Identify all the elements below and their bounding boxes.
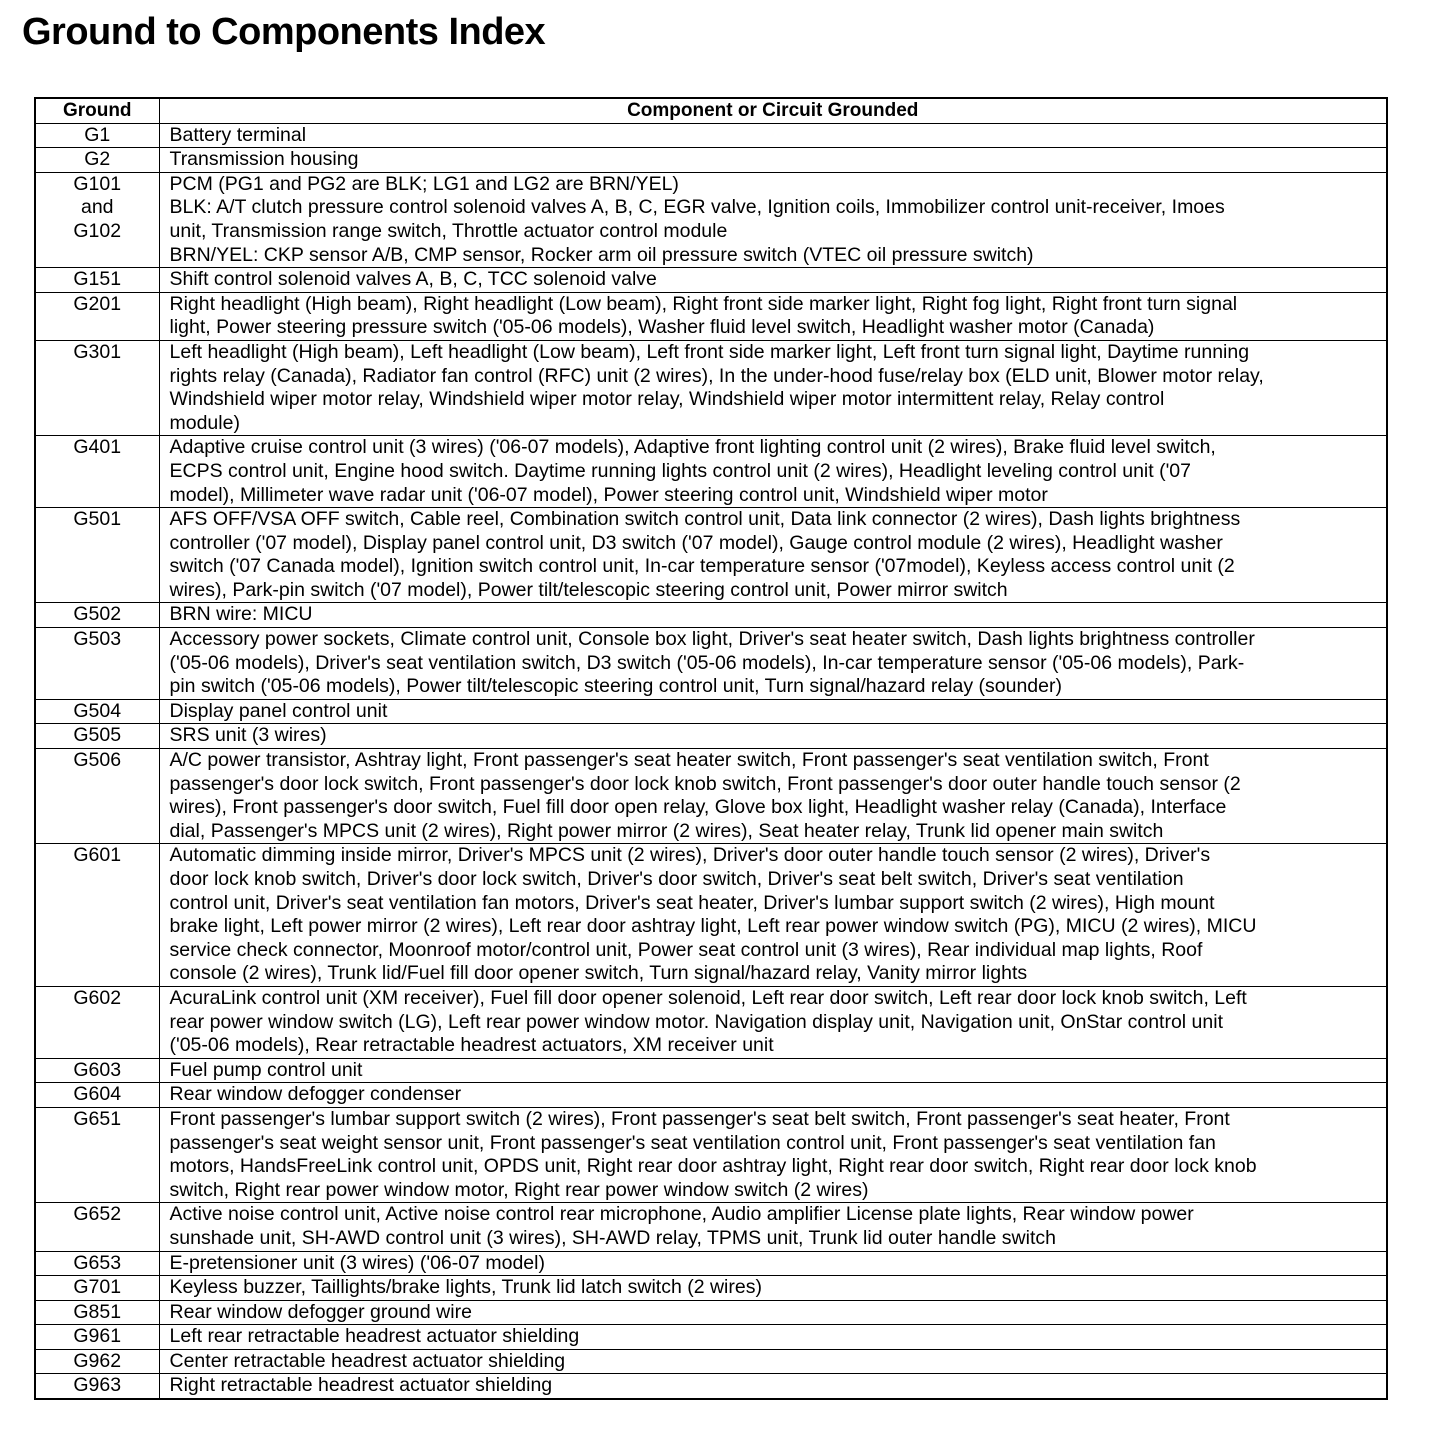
ground-id-cell	[35, 508, 159, 603]
ground-id: G401	[73, 436, 122, 459]
component-text-line: Accessory power sockets, Climate control unit, Console box light, Driver's seat heater switch, Dash lights brightness controller	[169, 628, 1255, 651]
table-row	[35, 1300, 1387, 1325]
component-text-line: dial, Passenger's MPCS unit (2 wires), Right power mirror (2 wires), Seat heater relay, Trunk lid opener main switch	[169, 819, 1164, 842]
component-text-line: brake light, Left power mirror (2 wires), Left rear door ashtray light, Left rear power window switch (PG), MICU (2 wires), MICU	[169, 915, 1257, 938]
component-text-line: switch, Right rear power window motor, Right rear power window switch (2 wires)	[169, 1178, 869, 1201]
component-cell	[159, 436, 1387, 508]
component-cell	[159, 148, 1387, 173]
component-cell	[159, 1083, 1387, 1108]
ground-id-cell	[35, 172, 159, 267]
table-row	[35, 1374, 1387, 1399]
component-text-line: Center retractable headrest actuator shielding	[169, 1349, 566, 1372]
ground-id-cell	[35, 1107, 159, 1202]
ground-id-cell	[35, 123, 159, 148]
component-text-line: passenger's seat weight sensor unit, Front passenger's seat ventilation control unit, Front passenger's seat ventilation fan	[169, 1131, 1216, 1154]
component-cell	[159, 123, 1387, 148]
ground-id: G701	[73, 1276, 122, 1299]
ground-column-header: Ground	[35, 98, 159, 123]
component-text-line: switch ('07 Canada model), Ignition switch control unit, In-car temperature sensor ('07model), Keyless access control unit (2	[169, 555, 1235, 578]
table-row	[35, 844, 1387, 987]
component-cell	[159, 292, 1387, 340]
table-row	[35, 724, 1387, 749]
component-text-line: sunshade unit, SH-AWD control unit (3 wires), SH-AWD relay, TPMS unit, Trunk lid outer handle switch	[169, 1226, 1056, 1249]
table-row	[35, 1325, 1387, 1350]
ground-index-table	[34, 97, 1388, 1400]
ground-id-cell	[35, 436, 159, 508]
ground-id-cell	[35, 724, 159, 749]
component-text-line: rights relay (Canada), Radiator fan control (RFC) unit (2 wires), In the under-hood fuse/relay box (ELD unit, Blower motor relay,	[169, 364, 1264, 387]
component-text-line: AcuraLink control unit (XM receiver), Fuel fill door opener solenoid, Left rear door switch, Left rear door lock knob switch, Left	[169, 986, 1247, 1009]
component-cell	[159, 1325, 1387, 1350]
table-row	[35, 172, 1387, 267]
ground-id: G962	[73, 1349, 122, 1372]
component-text-line: SRS unit (3 wires)	[169, 724, 327, 747]
component-cell	[159, 603, 1387, 628]
component-cell	[159, 508, 1387, 603]
component-cell	[159, 1349, 1387, 1374]
component-cell	[159, 1276, 1387, 1301]
table-row	[35, 699, 1387, 724]
component-text-line: Automatic dimming inside mirror, Driver's MPCS unit (2 wires), Driver's door outer handle touch sensor (2 wires), Driver's	[169, 844, 1211, 867]
ground-id-cell	[35, 749, 159, 844]
component-cell	[159, 1203, 1387, 1251]
ground-id: G506	[73, 749, 122, 772]
component-text-line: wires), Park-pin switch ('07 model), Power tilt/telescopic steering control unit, Power mirror switch	[169, 578, 1008, 601]
component-text-line: console (2 wires), Trunk lid/Fuel fill door opener switch, Turn signal/hazard relay, Vanity mirror lights	[169, 962, 1028, 985]
component-text-line: Windshield wiper motor relay, Windshield wiper motor relay, Windshield wiper motor intermittent relay, Relay control	[169, 388, 1165, 411]
component-text-line: A/C power transistor, Ashtray light, Front passenger's seat heater switch, Front passenger's seat ventilation switch, Front	[169, 749, 1209, 772]
ground-id-cell	[35, 340, 159, 435]
ground-id-cell	[35, 986, 159, 1058]
table-row	[35, 1083, 1387, 1108]
ground-id: G602	[73, 986, 122, 1009]
component-cell	[159, 1058, 1387, 1083]
table-row	[35, 340, 1387, 435]
table-row	[35, 1349, 1387, 1374]
ground-id-cell	[35, 1083, 159, 1108]
component-cell	[159, 268, 1387, 293]
ground-id-cell	[35, 1325, 159, 1350]
component-text-line: door lock knob switch, Driver's door lock switch, Driver's door switch, Driver's seat belt switch, Driver's seat ventilation	[169, 868, 1184, 890]
ground-id: G601	[73, 844, 122, 867]
ground-id: G851	[73, 1300, 122, 1323]
ground-id: G604	[73, 1083, 122, 1106]
ground-id-cell	[35, 1300, 159, 1325]
ground-id: G502	[73, 603, 122, 626]
ground-id-cell	[35, 628, 159, 700]
ground-id: G151	[73, 268, 122, 291]
component-text-line: BLK: A/T clutch pressure control solenoid valves A, B, C, EGR valve, Ignition coils, Immobilizer control unit-receiver, Imoes	[169, 196, 1225, 219]
ground-id: G653	[73, 1251, 122, 1274]
component-text-line: module)	[169, 411, 240, 434]
ground-id: G503	[73, 628, 122, 651]
component-text-line: model), Millimeter wave radar unit ('06-07 model), Power steering control unit, Windshield wiper motor	[169, 483, 1048, 506]
component-text-line: PCM (PG1 and PG2 are BLK; LG1 and LG2 are BRN/YEL)	[169, 172, 679, 195]
table-row	[35, 148, 1387, 173]
component-text-line: Fuel pump control unit	[169, 1058, 363, 1081]
table-row	[35, 123, 1387, 148]
component-text-line: AFS OFF/VSA OFF switch, Cable reel, Combination switch control unit, Data link connector (2 wires), Dash lights brightness	[169, 508, 1241, 531]
ground-id-cell	[35, 292, 159, 340]
component-text-line: Battery terminal	[169, 123, 307, 146]
ground-id-cell	[35, 603, 159, 628]
component-cell	[159, 844, 1387, 987]
component-text-line: Rear window defogger condenser	[169, 1083, 462, 1106]
component-cell	[159, 340, 1387, 435]
page-title: Ground to Components Index	[22, 11, 546, 53]
component-cell	[159, 986, 1387, 1058]
component-text-line: ECPS control unit, Engine hood switch. Daytime running lights control unit (2 wires), Headlight leveling control unit ('07	[169, 459, 1191, 482]
ground-id-cell	[35, 1058, 159, 1083]
ground-id: G505	[73, 724, 122, 747]
component-text-line: Adaptive cruise control unit (3 wires) ('06-07 models), Adaptive front lighting control unit (2 wires), Brake fluid level switch,	[169, 436, 1216, 459]
table-row	[35, 292, 1387, 340]
component-column-header: Component or Circuit Grounded	[159, 98, 1387, 123]
component-cell	[159, 1300, 1387, 1325]
component-text-line: unit, Transmission range switch, Throttle actuator control module	[169, 219, 728, 242]
component-text-line: Left rear retractable headrest actuator shielding	[169, 1325, 580, 1348]
component-text-line: Front passenger's lumbar support switch (2 wires), Front passenger's seat belt switch, Front passenger's seat heater, Front	[169, 1107, 1230, 1130]
component-cell	[159, 1107, 1387, 1202]
component-text-line: wires), Front passenger's door switch, Fuel fill door open relay, Glove box light, Headlight washer relay (Canada), Interface	[169, 796, 1227, 819]
table-row	[35, 1107, 1387, 1202]
ground-id: G652	[73, 1203, 122, 1226]
table-row	[35, 603, 1387, 628]
component-text-line: controller ('07 model), Display panel control unit, D3 switch ('07 model), Gauge control module (2 wires), Headlight washer	[169, 531, 1223, 554]
component-text-line: light, Power steering pressure switch ('05-06 models), Washer fluid level switch, Headlight washer motor (Canada)	[169, 316, 1155, 339]
table-row	[35, 1203, 1387, 1251]
ground-id: G603	[73, 1058, 122, 1081]
component-text-line: BRN/YEL: CKP sensor A/B, CMP sensor, Rocker arm oil pressure switch (VTEC oil pressure switch)	[169, 243, 1034, 266]
component-text-line: ('05-06 models), Rear retractable headrest actuators, XM receiver unit	[169, 1034, 774, 1057]
component-text-line: Active noise control unit, Active noise control rear microphone, Audio amplifier License plate lights, Rear window power	[169, 1203, 1194, 1226]
component-text-line: control unit, Driver's seat ventilation fan motors, Driver's seat heater, Driver's lumbar support switch (2 wires), High mount	[169, 891, 1215, 914]
ground-id: G101	[73, 172, 122, 195]
component-text-line: Display panel control unit	[169, 699, 388, 722]
table-row	[35, 1058, 1387, 1083]
table-row	[35, 436, 1387, 508]
ground-id-cell	[35, 1251, 159, 1276]
table-row	[35, 628, 1387, 700]
table-row	[35, 508, 1387, 603]
ground-id-cell	[35, 1374, 159, 1399]
table-body	[35, 123, 1387, 1399]
ground-id-cell	[35, 1349, 159, 1374]
ground-id-cell	[35, 268, 159, 293]
ground-id: G2	[84, 148, 111, 171]
component-text-line: rear power window switch (LG), Left rear power window motor. Navigation display unit, Navigation unit, OnStar control unit	[169, 1010, 1223, 1033]
component-cell	[159, 749, 1387, 844]
ground-id: G501	[73, 508, 122, 531]
component-text-line: E-pretensioner unit (3 wires) ('06-07 model)	[169, 1251, 545, 1274]
component-text-line: pin switch ('05-06 models), Power tilt/telescopic steering control unit, Turn signal/hazard relay (sounder)	[169, 675, 1062, 698]
component-text-line: service check connector, Moonroof motor/control unit, Power seat control unit (3 wires), Rear individual map lights, Roof	[169, 938, 1203, 961]
ground-id-cell	[35, 1203, 159, 1251]
ground-id: G651	[73, 1107, 122, 1130]
component-text-line: ('05-06 models), Driver's seat ventilation switch, D3 switch ('05-06 models), In-car temperature sensor ('05-06 models), Park-	[169, 651, 1245, 674]
ground-id-cell	[35, 699, 159, 724]
component-cell	[159, 1251, 1387, 1276]
ground-id: G961	[73, 1325, 122, 1348]
component-cell	[159, 1374, 1387, 1399]
component-cell	[159, 628, 1387, 700]
table-row	[35, 986, 1387, 1058]
component-text-line: Keyless buzzer, Taillights/brake lights, Trunk lid latch switch (2 wires)	[169, 1276, 762, 1299]
ground-id: G504	[73, 699, 122, 722]
component-text-line: Right retractable headrest actuator shielding	[169, 1374, 553, 1397]
ground-id: G963	[73, 1374, 122, 1397]
table-row	[35, 749, 1387, 844]
component-cell	[159, 699, 1387, 724]
ground-id-cell	[35, 148, 159, 173]
ground-id-cell	[35, 1276, 159, 1301]
component-text-line: Shift control solenoid valves A, B, C, TCC solenoid valve	[169, 268, 657, 291]
ground-id: G1	[84, 123, 111, 146]
component-text-line: Transmission housing	[169, 148, 359, 171]
table-row	[35, 1276, 1387, 1301]
component-text-line: Left headlight (High beam), Left headlight (Low beam), Left front side marker light, Left front turn signal light, Daytime running	[169, 340, 1250, 363]
component-text-line: passenger's door lock switch, Front passenger's door lock knob switch, Front passenger's door outer handle touch sensor (2	[169, 772, 1241, 795]
ground-id: G201	[73, 292, 122, 315]
component-text-line: BRN wire: MICU	[169, 603, 313, 626]
component-cell	[159, 724, 1387, 749]
ground-id: and	[80, 196, 114, 219]
table-row	[35, 268, 1387, 293]
ground-id-cell	[35, 844, 159, 987]
ground-id: G301	[73, 340, 122, 363]
component-text-line: Right headlight (High beam), Right headlight (Low beam), Right front side marker light, Right fog light, Right front turn signal	[169, 292, 1238, 315]
component-text-line: motors, HandsFreeLink control unit, OPDS unit, Right rear door ashtray light, Right rear door switch, Right rear door lock knob	[169, 1155, 1257, 1178]
component-cell	[159, 172, 1387, 267]
ground-id: G102	[73, 219, 122, 242]
component-text-line: Rear window defogger ground wire	[169, 1300, 472, 1323]
table-row	[35, 1251, 1387, 1276]
table-header-row	[35, 98, 1387, 123]
